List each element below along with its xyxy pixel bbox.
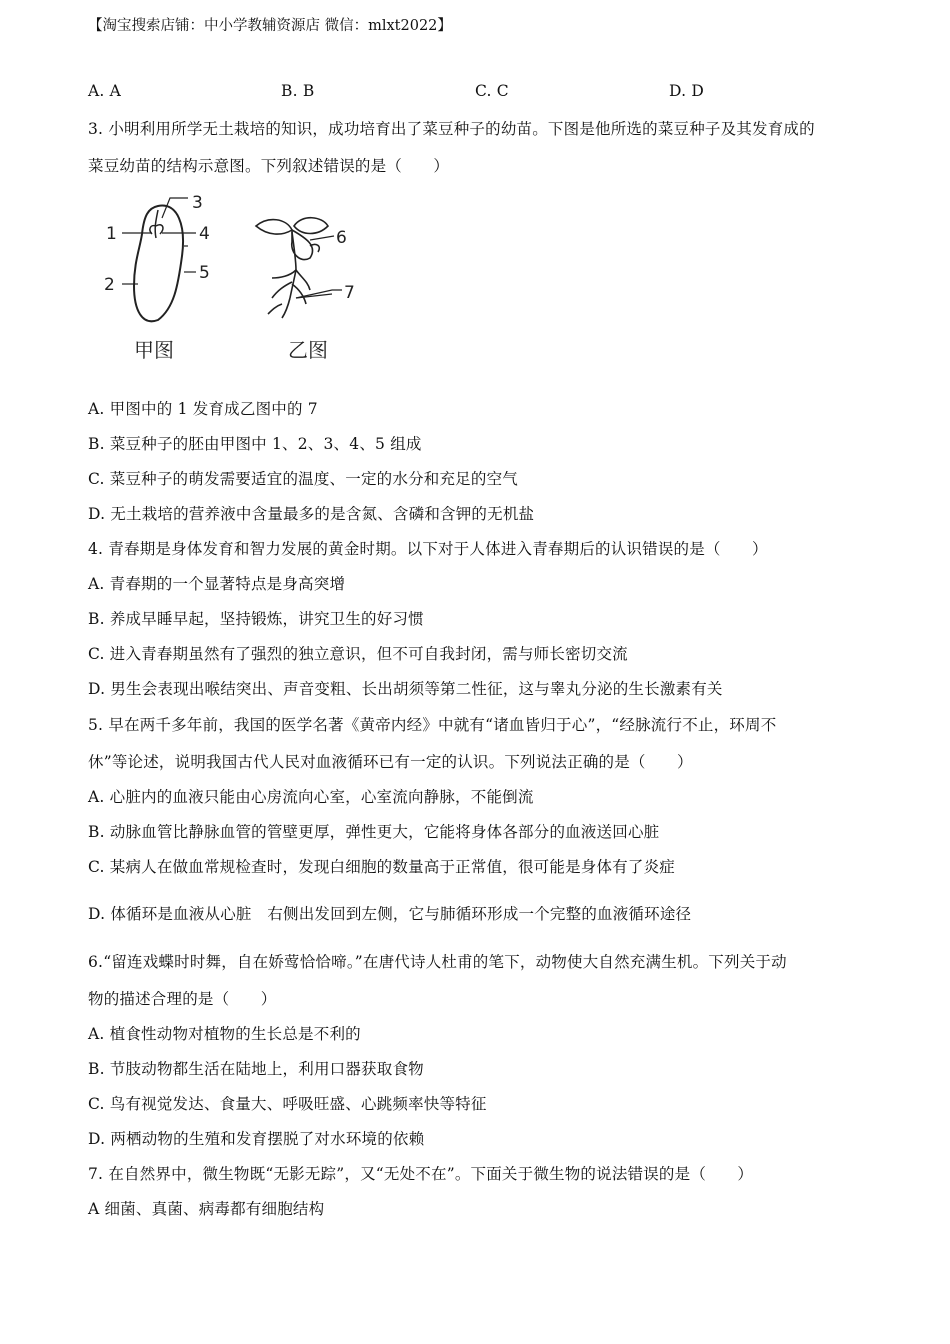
q5-option-d: D. 体循环是血液从心脏 右侧出发回到左侧，它与肺循环形成一个完整的血液循环途径: [88, 905, 692, 923]
q5-option-a: A. 心脏内的血液只能由心房流向心室，心室流向静脉，不能倒流: [88, 788, 534, 806]
q3-option-b: B. 菜豆种子的胚由甲图中 1、2、3、4、5 组成: [88, 435, 422, 453]
q4-stem: 4. 青春期是身体发育和智力发展的黄金时期。以下对于人体进入青春期后的认识错误的是（ ）: [88, 540, 768, 558]
shop-header: 【淘宝搜索店铺：中小学教辅资源店 微信：mlxt2022】: [88, 18, 452, 34]
seed-drawing: [134, 206, 188, 322]
q3-stem-line1: 3. 小明利用所学无土栽培的知识，成功培育出了菜豆种子的幼苗。下图是他所选的菜豆种子及其发育成的: [88, 120, 815, 138]
q4-option-d: D. 男生会表现出喉结突出、声音变粗、长出胡须等第二性征，这与睾丸分泌的生长激素有关: [88, 680, 723, 698]
seed-label-5: 5: [199, 263, 210, 283]
q6-option-b: B. 节肢动物都生活在陆地上，利用口器获取食物: [88, 1060, 424, 1078]
seed-label-2: 2: [104, 275, 115, 295]
q2-option-c: C. C: [475, 82, 509, 100]
seedling-drawing: [256, 218, 328, 318]
q6-option-c: C. 鸟有视觉发达、食量大、呼吸旺盛、心跳频率快等特征: [88, 1095, 487, 1113]
q2-option-a: A. A: [88, 82, 122, 100]
q7-option-a: A 细菌、真菌、病毒都有细胞结构: [88, 1200, 325, 1218]
q6-stem-line1: 6.“留连戏蝶时时舞，自在娇莺恰恰啼。”在唐代诗人杜甫的笔下，动物使大自然充满生机。下列关于动: [88, 953, 787, 971]
q5-option-c: C. 某病人在做血常规检查时，发现白细胞的数量高于正常值，很可能是身体有了炎症: [88, 858, 675, 876]
q3-option-c: C. 菜豆种子的萌发需要适宜的温度、一定的水分和充足的空气: [88, 470, 518, 488]
seed-label-3: 3: [192, 193, 203, 213]
seed-label-1: 1: [106, 224, 117, 244]
seed-leader-lines: [122, 198, 196, 284]
seedling-label-7: 7: [344, 283, 355, 303]
q3-option-a: A. 甲图中的 1 发育成乙图中的 7: [88, 400, 318, 418]
q7-stem: 7. 在自然界中，微生物既“无影无踪”，又“无处不在”。下面关于微生物的说法错误的是（ ）: [88, 1165, 754, 1183]
seed-label-4: 4: [199, 224, 210, 244]
q6-option-d: D. 两栖动物的生殖和发育摆脱了对水环境的依赖: [88, 1130, 425, 1148]
q2-option-b: B. B: [281, 82, 315, 100]
q4-option-c: C. 进入青春期虽然有了强烈的独立意识，但不可自我封闭，需与师长密切交流: [88, 645, 628, 663]
q5-stem-line1: 5. 早在两千多年前，我国的医学名著《黄帝内经》中就有“诸血皆归于心”，“经脉流行不止，环周不: [88, 716, 777, 734]
q2-option-d: D. D: [669, 82, 704, 100]
q3-option-d: D. 无土栽培的营养液中含量最多的是含氮、含磷和含钾的无机盐: [88, 505, 535, 523]
seed-seedling-diagram: [96, 186, 386, 366]
q5-option-b: B. 动脉血管比静脉血管的管壁更厚，弹性更大，它能将身体各部分的血液送回心脏: [88, 823, 660, 841]
figure-caption-left: 甲图: [134, 338, 174, 362]
q4-option-a: A. 青春期的一个显著特点是身高突增: [88, 575, 346, 593]
figure-caption-right: 乙图: [288, 338, 328, 362]
q3-seed-seedling-figure: [96, 186, 386, 366]
q3-stem-line2: 菜豆幼苗的结构示意图。下列叙述错误的是（ ）: [88, 157, 450, 175]
q4-option-b: B. 养成早睡早起，坚持锻炼，讲究卫生的好习惯: [88, 610, 424, 628]
q6-option-a: A. 植食性动物对植物的生长总是不利的: [88, 1025, 361, 1043]
q5-stem-line2: 休”等论述，说明我国古代人民对血液循环已有一定的认识。下列说法正确的是（ ）: [88, 753, 693, 771]
seedling-label-6: 6: [336, 228, 347, 248]
q6-stem-line2: 物的描述合理的是（ ）: [88, 990, 277, 1008]
